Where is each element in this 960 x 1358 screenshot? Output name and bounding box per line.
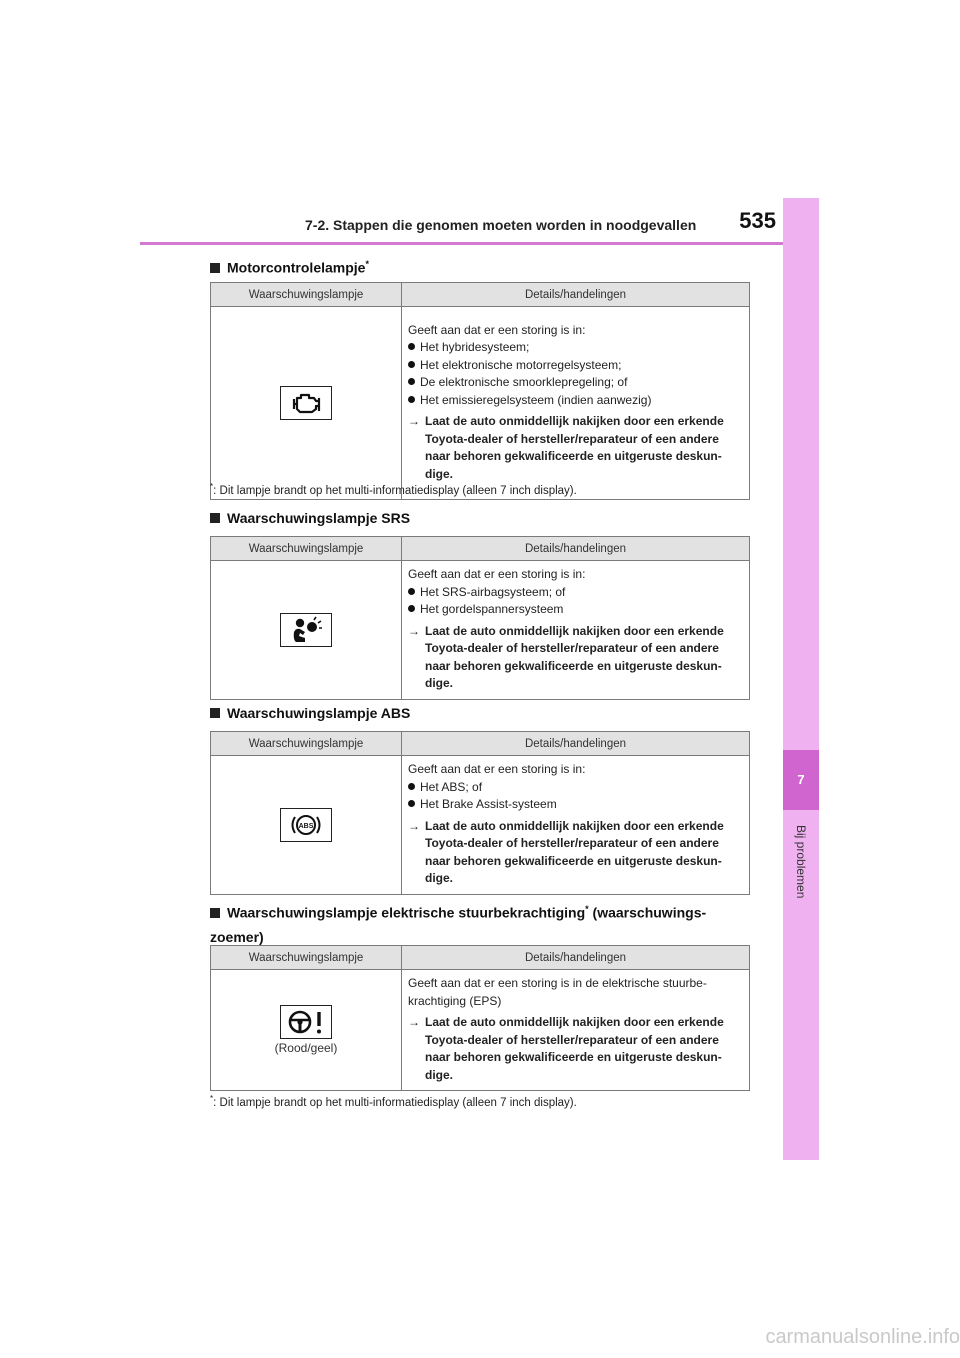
section-heading-abs: Waarschuwingslampje ABS	[210, 702, 755, 724]
warning-light-cell	[211, 970, 402, 1091]
bullet-icon	[408, 396, 415, 403]
action-instruction: → Laat de auto onmiddellijk nakijken door een erkende Toyota-dealer of hersteller/reparateur of een andere naar behoren gekwalificeerde en uitgeruste deskun-dige.	[408, 623, 724, 690]
action-instruction: → Laat de auto onmiddellijk nakijken door een erkende Toyota-dealer of hersteller/reparateur of een andere naar behoren gekwalificeerde en uitgeruste deskun-dige.	[408, 1015, 724, 1082]
section-heading-eps: Waarschuwingslampje elektrische stuurbekrachtiging* (waarschuwings-zoemer)	[210, 904, 707, 945]
arrow-icon: →	[408, 623, 420, 638]
page-number: 535	[739, 208, 776, 233]
bullet-icon	[408, 783, 415, 790]
table-header-details: Details/handelingen	[402, 537, 750, 561]
bullet-icon	[408, 343, 415, 350]
watermark: carmanualsonline.info	[765, 1326, 960, 1348]
warning-light-cell	[211, 756, 402, 895]
list-item: Het elektronische motorregelsysteem;	[408, 357, 743, 375]
header-rule	[140, 242, 783, 245]
list-item: Het Brake Assist-systeem	[408, 796, 743, 814]
footnote: *: Dit lampje brandt op het multi-informatiedisplay (alleen 7 inch display).	[210, 482, 577, 497]
arrow-icon: →	[408, 414, 420, 429]
list-item: Het emissieregelsysteem (indien aanwezig)	[408, 392, 743, 410]
footnote: *: Dit lampje brandt op het multi-informatiedisplay (alleen 7 inch display).	[210, 1094, 577, 1109]
list-item: De elektronische smoorklepregeling; of	[408, 374, 743, 392]
warning-table-srs	[210, 536, 750, 700]
warning-table-abs	[210, 731, 750, 895]
chapter-side-tab	[783, 198, 819, 1160]
warning-table-eps	[210, 945, 750, 1091]
table-header-light: Waarschuwingslampje	[211, 732, 402, 756]
table-header-details: Details/handelingen	[402, 732, 750, 756]
list-item: Het SRS-airbagsysteem; of	[408, 584, 743, 602]
section-heading-srs: Waarschuwingslampje SRS	[210, 507, 755, 529]
warning-table-engine	[210, 282, 750, 500]
bullet-icon	[408, 800, 415, 807]
list-item: Het hybridesysteem;	[408, 339, 743, 357]
action-instruction: → Laat de auto onmiddellijk nakijken door een erkende Toyota-dealer of hersteller/reparateur of een andere naar behoren gekwalificeerde en uitgeruste deskun-dige.	[408, 414, 724, 481]
arrow-icon: →	[408, 1015, 420, 1029]
square-bullet-icon	[210, 263, 220, 273]
square-bullet-icon	[210, 513, 220, 523]
chapter-number-tab: 7	[783, 750, 819, 810]
table-header-details: Details/handelingen	[402, 283, 750, 307]
details-cell: Geeft aan dat er een storing is in: Het ABS; of Het Brake Assist-systeem → Laat de auto onmiddellijk nakijken door een erkende Toyota-dealer of hersteller/reparateur of een andere naar behoren gekwalificeerde en uitgeruste deskun-dige.	[402, 756, 750, 895]
table-header-light: Waarschuwingslampje	[211, 283, 402, 307]
engine-icon	[280, 386, 332, 420]
icon-caption: (Rood/geel)	[274, 1041, 338, 1055]
details-cell: Geeft aan dat er een storing is in: Het SRS-airbagsysteem; of Het gordelspannersysteem → Laat de auto onmiddellijk nakijken door een erkende Toyota-dealer of hersteller/reparateur of een andere naar behoren gekwalificeerde en uitgeruste deskun-dige.	[402, 561, 750, 700]
abs-icon	[280, 808, 332, 842]
table-header-light: Waarschuwingslampje	[211, 537, 402, 561]
running-header-title: 7-2. Stappen die genomen moeten worden in noodgevallen	[305, 217, 697, 233]
bullet-icon	[408, 361, 415, 368]
bullet-icon	[408, 605, 415, 612]
steering-warning-icon	[280, 1005, 332, 1039]
details-cell: Geeft aan dat er een storing is in: Het hybridesysteem; Het elektronische motorregelsysteem; De elektronische smoorklepregeling; of Het emissieregelsysteem (indien aanwezig) → Laat de auto onmiddellijk nakijken door een erkende Toyota-dealer of hersteller/reparateur of een andere naar behoren gekwalificeerde en uitgeruste deskun-dige.	[402, 307, 750, 500]
bullet-icon	[408, 588, 415, 595]
details-cell: Geeft aan dat er een storing is in de elektrische stuurbe-krachtiging (EPS) → Laat de auto onmiddellijk nakijken door een erkende Toyota-dealer of hersteller/reparateur of een andere naar behoren gekwalificeerde en uitgeruste deskun-dige.	[402, 970, 750, 1091]
list-item: Het gordelspannersysteem	[408, 601, 743, 619]
warning-light-cell	[211, 307, 402, 500]
chapter-label: Bij problemen	[794, 825, 808, 899]
table-header-light: Waarschuwingslampje	[211, 946, 402, 970]
airbag-icon	[280, 613, 332, 647]
section-heading-engine: Motorcontrolelampje*	[210, 253, 755, 279]
warning-light-cell	[211, 561, 402, 700]
square-bullet-icon	[210, 708, 220, 718]
table-header-details: Details/handelingen	[402, 946, 750, 970]
action-instruction: → Laat de auto onmiddellijk nakijken door een erkende Toyota-dealer of hersteller/reparateur of een andere naar behoren gekwalificeerde en uitgeruste deskun-dige.	[408, 818, 724, 885]
square-bullet-icon	[210, 908, 220, 918]
abs-icon-text: ABS	[298, 822, 314, 830]
bullet-icon	[408, 378, 415, 385]
arrow-icon: →	[408, 818, 420, 833]
list-item: Het ABS; of	[408, 779, 743, 797]
